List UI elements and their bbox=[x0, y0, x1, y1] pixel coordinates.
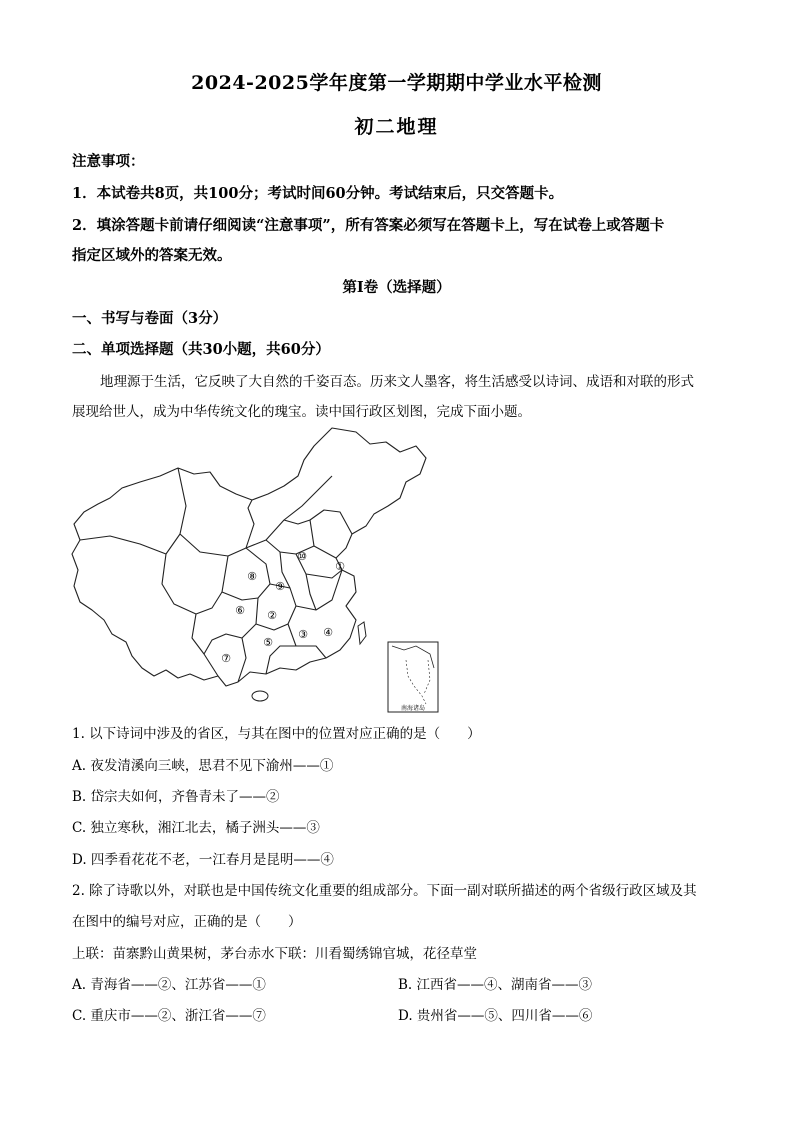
china-map bbox=[70, 424, 440, 716]
china-map-figure bbox=[70, 424, 440, 716]
q1-option-d: D. 四季看花花不老，一江春月是昆明——④ bbox=[72, 852, 334, 868]
inset-caption: 南海诸岛 bbox=[400, 705, 426, 712]
q1-stem: 1. 以下诗词中涉及的省区，与其在图中的位置对应正确的是（ ） bbox=[72, 726, 481, 742]
map-label-8: ⑧ bbox=[247, 570, 257, 583]
map-label-4: ④ bbox=[323, 626, 333, 639]
map-label-10: ⑩ bbox=[297, 550, 307, 563]
exam-subject: 初二地理 bbox=[354, 116, 439, 138]
q2-option-a: A. 青海省——②、江苏省——① bbox=[72, 977, 266, 993]
volume-heading: 第Ⅰ卷（选择题） bbox=[342, 279, 451, 296]
q1-option-c: C. 独立寒秋，湘江北去，橘子洲头——③ bbox=[72, 820, 320, 836]
notice-heading: 注意事项： bbox=[72, 153, 145, 170]
map-label-9: ⑨ bbox=[275, 580, 285, 593]
map-label-1: ① bbox=[335, 560, 345, 573]
q1-option-b: B. 岱宗夫如何，齐鲁青未了——② bbox=[72, 789, 280, 805]
q1-option-a: A. 夜发清溪向三峡，思君不见下渝州——① bbox=[72, 758, 334, 774]
intro-line-2: 展现给世人，成为中华传统文化的瑰宝。读中国行政区划图，完成下面小题。 bbox=[72, 404, 531, 420]
notice-item-2-line-2: 指定区域外的答案无效。 bbox=[72, 247, 232, 264]
map-label-3: ③ bbox=[298, 628, 308, 641]
q2-stem-line-1: 2. 除了诗歌以外，对联也是中国传统文化重要的组成部分。下面一副对联所描述的两个省级行政区域及其 bbox=[72, 883, 697, 899]
exam-title: 2024-2025学年度第一学期期中学业水平检测 bbox=[191, 72, 602, 94]
south-china-sea-inset bbox=[388, 642, 438, 712]
q2-couplet: 上联：苗寨黔山黄果树，茅台赤水下联：川看蜀绣锦官城，花径草堂 bbox=[72, 946, 477, 962]
q2-option-c: C. 重庆市——②、浙江省——⑦ bbox=[72, 1008, 266, 1024]
intro-line-1: 地理源于生活，它反映了大自然的千姿百态。历来文人墨客，将生活感受以诗词、成语和对联的形式 bbox=[100, 374, 694, 390]
q2-option-b: B. 江西省——④、湖南省——③ bbox=[398, 977, 593, 993]
section-1-heading: 一、书写与卷面（3分） bbox=[72, 310, 228, 327]
map-label-7: ⑦ bbox=[221, 652, 231, 665]
map-label-5: ⑤ bbox=[263, 636, 273, 649]
section-2-heading: 二、单项选择题（共30小题，共60分） bbox=[72, 341, 330, 358]
map-label-6: ⑥ bbox=[235, 604, 245, 617]
q2-stem-line-2: 在图中的编号对应，正确的是（ ） bbox=[72, 914, 302, 930]
notice-item-2-line-1: 2．填涂答题卡前请仔细阅读“注意事项”，所有答案必须写在答题卡上，写在试卷上或答题卡 bbox=[72, 217, 665, 234]
map-label-2: ② bbox=[267, 609, 277, 622]
notice-item-1: 1．本试卷共8页，共100分；考试时间60分钟。考试结束后，只交答题卡。 bbox=[72, 185, 564, 202]
q2-option-d: D. 贵州省——⑤、四川省——⑥ bbox=[398, 1008, 593, 1024]
